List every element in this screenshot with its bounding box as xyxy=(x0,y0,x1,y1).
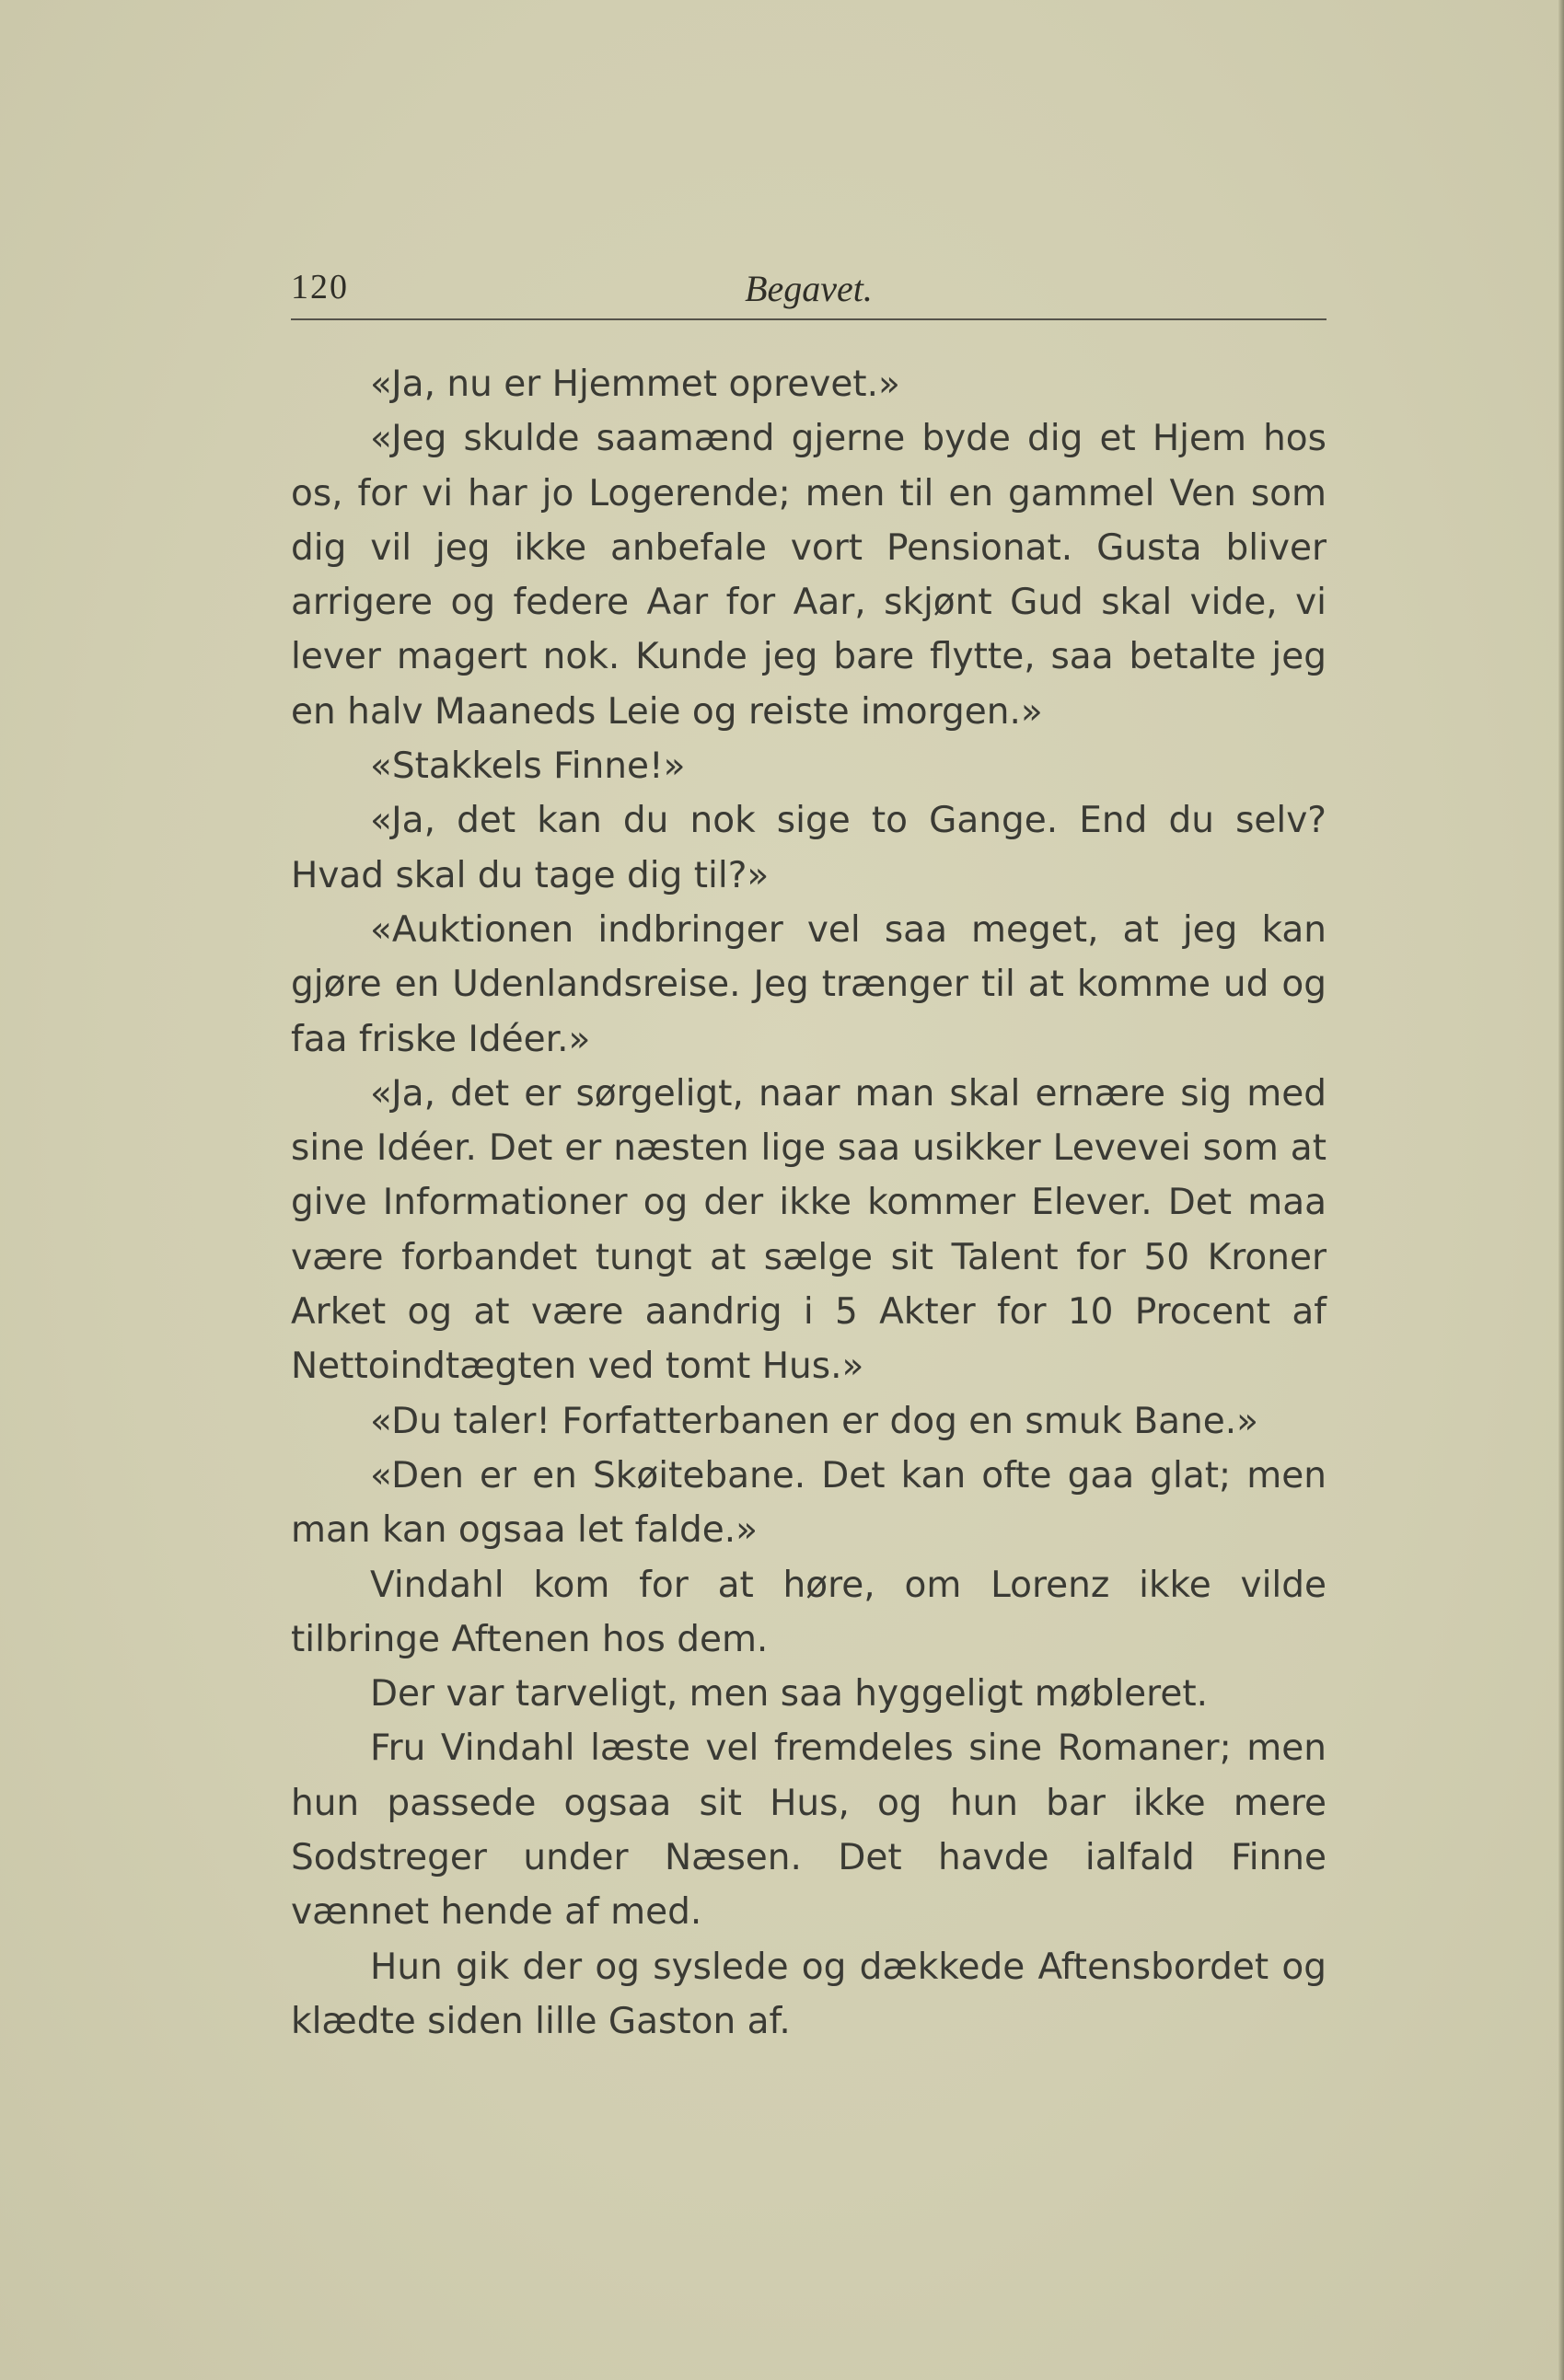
running-title: Begavet. xyxy=(745,268,873,309)
page-number: 120 xyxy=(291,268,349,306)
page-edge-shadow xyxy=(1558,0,1564,2380)
paragraph: Fru Vindahl læste vel fremdeles sine Romaner; men hun passede ogsaa sit Hus, og hun bar ikke mere Sodstreger under Næsen. Det havde ialfald Finne vænnet hende af med. xyxy=(291,1727,1327,1934)
paragraph: «Ja, nu er Hjemmet oprevet.» xyxy=(370,364,900,405)
paragraph: Hun gik der og syslede og dækkede Aftensbordet og klædte siden lille Gaston af. xyxy=(291,1946,1327,2042)
paragraph: «Ja, det er sørgeligt, naar man skal ernære sig med sine Idéer. Det er næsten lige saa usikker Levevei som at give Informationer og der ikke kommer Elever. Det maa være forbandet tungt at sælge sit Talent for 50 Kroner Arket og at være aandrig i 5 Akter for 10 Procent af Nettoindtægten ved tomt Hus.» xyxy=(291,1072,1327,1388)
header-rule xyxy=(291,318,1327,320)
paragraph: «Du taler! Forfatterbanen er dog en smuk Bane.» xyxy=(370,1400,1259,1442)
running-header xyxy=(291,267,1327,322)
paragraph: «Ja, det kan du nok sige to Gange. End du selv? Hvad skal du tage dig til?» xyxy=(291,800,1327,896)
body-text xyxy=(291,357,1327,2049)
paragraph: «Auktionen indbringer vel saa meget, at jeg kan gjøre en Udenlandsreise. Jeg trænger til at komme ud og faa friske Idéer.» xyxy=(291,908,1327,1060)
paragraph: «Den er en Skøitebane. Det kan ofte gaa glat; men man kan ogsaa let falde.» xyxy=(291,1454,1327,1552)
paragraph: «Jeg skulde saamænd gjerne byde dig et Hjem hos os, for vi har jo Logerende; men til en gammel Ven som dig vil jeg ikke anbefale vort Pensionat. Gusta bliver arrigere og federe Aar for Aar, skjønt Gud skal vide, vi lever magert nok. Kunde jeg bare flytte, saa betalte jeg en halv Maaneds Leie og reiste imorgen.» xyxy=(291,418,1327,733)
paragraph: Der var tarveligt, men saa hyggeligt møbleret. xyxy=(370,1673,1209,1716)
paragraph: «Stakkels Finne!» xyxy=(370,745,686,788)
paragraph: Vindahl kom for at høre, om Lorenz ikke vilde tilbringe Aftenen hos dem. xyxy=(291,1564,1327,1660)
